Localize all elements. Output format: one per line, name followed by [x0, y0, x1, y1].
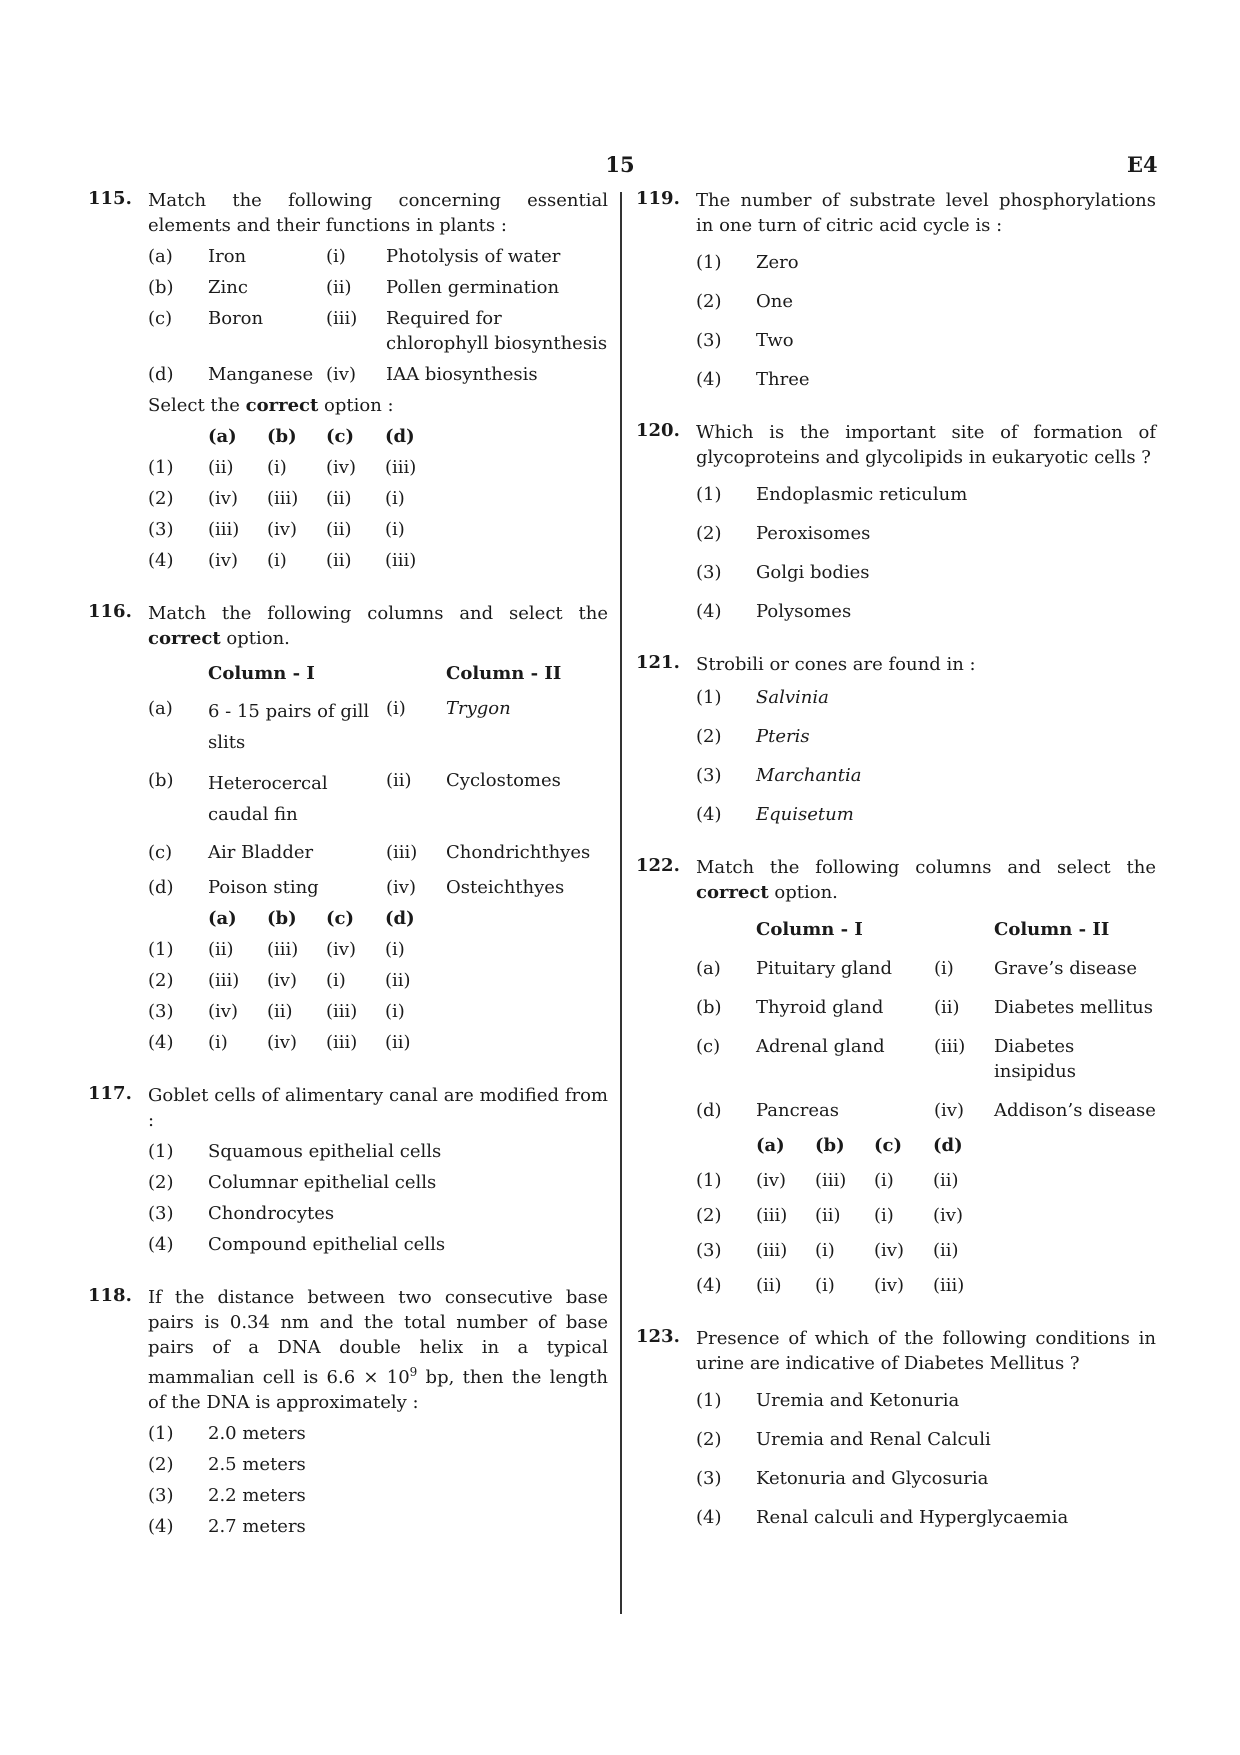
answer-cell: (iii) — [385, 457, 417, 478]
answer-cell: (iii) — [208, 970, 240, 991]
function-text: IAA biosynthesis — [386, 364, 538, 385]
option-3[interactable] — [148, 999, 608, 1024]
option-text: Two — [756, 330, 794, 351]
option-text: Uremia and Ketonuria — [756, 1390, 960, 1411]
option-2[interactable] — [148, 968, 608, 993]
option-4[interactable] — [148, 548, 608, 573]
option-1[interactable] — [696, 1168, 1156, 1193]
answer-cell: (iii) — [208, 519, 240, 540]
option-2[interactable] — [148, 486, 608, 511]
option-3[interactable] — [148, 1483, 608, 1508]
function-text: Pollen germination — [386, 277, 560, 298]
question-115 — [88, 188, 608, 573]
option-2[interactable] — [696, 1203, 1156, 1228]
answer-cell: (i) — [385, 488, 405, 509]
option-1[interactable] — [148, 1139, 608, 1164]
match-row — [148, 696, 608, 758]
option-text: Pteris — [756, 726, 810, 747]
column-1-header: Column - I — [756, 919, 863, 940]
answer-cell: (i) — [267, 550, 287, 571]
option-text: Equisetum — [756, 804, 854, 825]
option-number: (2) — [148, 488, 174, 509]
question-number: 115. — [88, 188, 132, 209]
column-2-number: (i) — [386, 698, 406, 719]
option-number: (4) — [148, 550, 174, 571]
column-2-number: (i) — [934, 958, 954, 979]
header-cell: (b) — [267, 426, 297, 447]
option-4[interactable] — [148, 1514, 608, 1539]
row-label: (c) — [148, 308, 173, 329]
function-number: (i) — [326, 246, 346, 267]
row-label: (d) — [148, 364, 174, 385]
element-name: Zinc — [208, 277, 248, 298]
answer-cell: (iii) — [756, 1240, 788, 1261]
option-number: (3) — [148, 1485, 174, 1506]
question-number: 117. — [88, 1083, 132, 1104]
column-2-item: Diabetes insipidus — [994, 1036, 1076, 1082]
option-4[interactable] — [696, 802, 1156, 827]
row-label: (a) — [148, 246, 173, 267]
answer-cell: (iii) — [815, 1170, 847, 1191]
answer-cell: (ii) — [267, 1001, 293, 1022]
function-number: (iv) — [326, 364, 356, 385]
question-text: Presence of which of the following conditions in urine are indicative of Diabetes Mellitus ? — [696, 1328, 1156, 1374]
question-number: 118. — [88, 1285, 132, 1306]
row-label: (c) — [148, 842, 173, 863]
option-number: (2) — [696, 291, 722, 312]
option-number: (3) — [148, 519, 174, 540]
column-2-number: (ii) — [386, 770, 412, 791]
answer-cell: (ii) — [208, 457, 234, 478]
column-1-item: Thyroid gland — [756, 997, 884, 1018]
answer-cell: (ii) — [933, 1170, 959, 1191]
column-2-number: (iv) — [934, 1100, 964, 1121]
answer-cell: (iii) — [267, 488, 299, 509]
answer-header — [696, 1133, 1156, 1158]
option-3[interactable] — [696, 328, 1156, 353]
option-1[interactable] — [696, 685, 1156, 710]
question-119 — [636, 188, 1156, 392]
answer-cell: (ii) — [326, 488, 352, 509]
option-number: (1) — [696, 687, 722, 708]
question-text: Which is the important site of formation of glycoproteins and glycolipids in eukaryotic cells ? — [696, 422, 1156, 468]
question-number: 120. — [636, 420, 680, 441]
option-3[interactable] — [696, 763, 1156, 788]
answer-cell: (iv) — [326, 457, 356, 478]
column-2-header: Column - II — [446, 663, 562, 684]
option-2[interactable] — [696, 1427, 1156, 1452]
row-label: (c) — [696, 1036, 721, 1057]
match-row — [148, 244, 608, 269]
answer-cell: (iv) — [267, 519, 297, 540]
option-text: Compound epithelial cells — [208, 1234, 446, 1255]
answer-cell: (iv) — [874, 1240, 904, 1261]
header-cell: (a) — [208, 426, 237, 447]
header-cell: (c) — [326, 426, 354, 447]
question-number: 123. — [636, 1326, 680, 1347]
option-text: Ketonuria and Glycosuria — [756, 1468, 989, 1489]
column-2-number: (iii) — [386, 842, 418, 863]
answer-cell: (ii) — [815, 1205, 841, 1226]
answer-cell: (i) — [874, 1170, 894, 1191]
match-row — [696, 1034, 1156, 1084]
option-1[interactable] — [148, 1421, 608, 1446]
option-number: (3) — [148, 1001, 174, 1022]
option-number: (2) — [696, 1205, 722, 1226]
option-number: (3) — [148, 1203, 174, 1224]
answer-cell: (i) — [385, 519, 405, 540]
answer-cell: (iv) — [208, 488, 238, 509]
row-label: (d) — [148, 877, 174, 898]
header-cell: (d) — [385, 426, 415, 447]
option-2[interactable] — [696, 289, 1156, 314]
option-text: 2.0 meters — [208, 1423, 306, 1444]
row-label: (b) — [696, 997, 722, 1018]
function-number: (iii) — [326, 308, 358, 329]
answer-cell: (iii) — [385, 550, 417, 571]
option-text: Renal calculi and Hyperglycaemia — [756, 1507, 1069, 1528]
answer-cell: (iv) — [267, 1032, 297, 1053]
question-118 — [88, 1285, 608, 1539]
column-headers — [696, 917, 1156, 942]
function-text: Required for chlorophyll biosynthesis — [386, 308, 608, 354]
question-116 — [88, 601, 608, 1055]
option-4[interactable] — [148, 1030, 608, 1055]
answer-cell: (iv) — [933, 1205, 963, 1226]
header-cell: (b) — [815, 1135, 845, 1156]
row-label: (b) — [148, 770, 174, 791]
row-label: (a) — [148, 698, 173, 719]
answer-cell: (iv) — [208, 550, 238, 571]
option-number: (2) — [696, 523, 722, 544]
option-number: (3) — [696, 765, 722, 786]
question-text: Match the following columns and select the correct option. — [148, 603, 608, 649]
option-text: 2.2 meters — [208, 1485, 306, 1506]
option-text: Peroxisomes — [756, 523, 871, 544]
column-1-item: Adrenal gland — [756, 1036, 885, 1057]
match-row — [696, 995, 1156, 1020]
column-1-header: Column - I — [208, 663, 315, 684]
option-number: (2) — [148, 1172, 174, 1193]
header-cell: (a) — [756, 1135, 785, 1156]
answer-cell: (iv) — [326, 939, 356, 960]
header-cell: (c) — [326, 908, 354, 929]
option-text: Endoplasmic reticulum — [756, 484, 968, 505]
option-text: 2.7 meters — [208, 1516, 306, 1537]
question-text: The number of substrate level phosphorylations in one turn of citric acid cycle is : — [696, 190, 1156, 236]
option-text: Salvinia — [756, 687, 829, 708]
answer-cell: (i) — [385, 939, 405, 960]
question-120 — [636, 420, 1156, 624]
answer-cell: (iii) — [326, 1001, 358, 1022]
option-number: (4) — [696, 1275, 722, 1296]
option-text: 2.5 meters — [208, 1454, 306, 1475]
question-117 — [88, 1083, 608, 1257]
question-number: 122. — [636, 855, 680, 876]
option-2[interactable] — [148, 1452, 608, 1477]
option-3[interactable] — [696, 560, 1156, 585]
row-label: (b) — [148, 277, 174, 298]
answer-cell: (iv) — [874, 1275, 904, 1296]
option-1[interactable] — [148, 455, 608, 480]
option-3[interactable] — [148, 517, 608, 542]
answer-cell: (iv) — [208, 1001, 238, 1022]
option-text: Golgi bodies — [756, 562, 870, 583]
option-3[interactable] — [696, 1238, 1156, 1263]
column-2-item: Chondrichthyes — [446, 842, 591, 863]
match-row — [696, 1098, 1156, 1123]
option-2[interactable] — [148, 1170, 608, 1195]
answer-cell: (iii) — [267, 939, 299, 960]
row-label: (d) — [696, 1100, 722, 1121]
question-text: Match the following columns and select the correct option. — [696, 857, 1156, 903]
option-1[interactable] — [696, 1388, 1156, 1413]
column-2-item: Addison’s disease — [994, 1100, 1156, 1121]
question-number: 116. — [88, 601, 132, 622]
column-1-item: Heterocercal caudal fin — [208, 773, 328, 825]
option-number: (1) — [148, 939, 174, 960]
left-column — [88, 188, 608, 1567]
option-number: (4) — [696, 1507, 722, 1528]
header-cell: (d) — [385, 908, 415, 929]
option-number: (2) — [696, 726, 722, 747]
option-1[interactable] — [148, 937, 608, 962]
answer-cell: (ii) — [756, 1275, 782, 1296]
option-3[interactable] — [696, 1466, 1156, 1491]
answer-cell: (ii) — [385, 970, 411, 991]
option-number: (2) — [148, 970, 174, 991]
match-row — [148, 840, 608, 865]
row-label: (a) — [696, 958, 721, 979]
option-number: (4) — [696, 804, 722, 825]
column-2-item: Cyclostomes — [446, 770, 561, 791]
column-1-item: Pituitary gland — [756, 958, 893, 979]
option-number: (1) — [148, 1423, 174, 1444]
option-number: (4) — [148, 1032, 174, 1053]
option-number: (1) — [148, 1141, 174, 1162]
option-number: (2) — [148, 1454, 174, 1475]
column-1-item: Air Bladder — [208, 842, 314, 863]
answer-cell: (ii) — [933, 1240, 959, 1261]
option-2[interactable] — [696, 521, 1156, 546]
column-2-number: (iv) — [386, 877, 416, 898]
match-row — [148, 362, 608, 387]
question-121 — [636, 652, 1156, 827]
answer-cell: (ii) — [385, 1032, 411, 1053]
match-row — [148, 275, 608, 300]
option-number: (4) — [696, 369, 722, 390]
function-text: Photolysis of water — [386, 246, 561, 267]
page-number: 15 — [605, 152, 635, 177]
option-number: (4) — [148, 1234, 174, 1255]
option-4[interactable] — [696, 1505, 1156, 1530]
question-text: If the distance between two consecutive base pairs is 0.34 nm and the total number of base pairs of a DNA double helix in a typical mammalian cell is $6.6 \times 10^9$ bp, then the length of the DNA is approximately : — [148, 1287, 608, 1413]
answer-cell: (i) — [874, 1205, 894, 1226]
column-divider — [620, 192, 622, 1614]
match-row — [148, 768, 608, 830]
option-text: Chondrocytes — [208, 1203, 335, 1224]
option-text: Zero — [756, 252, 799, 273]
match-row — [148, 875, 608, 900]
answer-cell: (iv) — [756, 1170, 786, 1191]
option-number: (4) — [148, 1516, 174, 1537]
question-text: Match the following concerning essential elements and their functions in plants : — [148, 190, 608, 236]
header-cell: (d) — [933, 1135, 963, 1156]
answer-cell: (ii) — [326, 519, 352, 540]
header-cell: (b) — [267, 908, 297, 929]
option-number: (2) — [696, 1429, 722, 1450]
answer-cell: (i) — [267, 457, 287, 478]
column-1-item: 6 - 15 pairs of gill slits — [208, 701, 370, 753]
column-2-item: Trygon — [446, 698, 511, 719]
select-instruction: Select the correct option : — [148, 395, 394, 416]
question-text: Strobili or cones are found in : — [696, 654, 976, 675]
answer-header — [148, 424, 608, 449]
match-row — [148, 306, 608, 356]
answer-cell: (i) — [815, 1240, 835, 1261]
option-4[interactable] — [696, 367, 1156, 392]
option-4[interactable] — [696, 1273, 1156, 1298]
column-2-item: Osteichthyes — [446, 877, 565, 898]
option-text: Squamous epithelial cells — [208, 1141, 442, 1162]
option-text: Uremia and Renal Calculi — [756, 1429, 991, 1450]
answer-cell: (iii) — [756, 1205, 788, 1226]
option-number: (1) — [696, 484, 722, 505]
answer-cell: (i) — [326, 970, 346, 991]
header-cell: (c) — [874, 1135, 902, 1156]
column-2-number: (ii) — [934, 997, 960, 1018]
column-1-item: Pancreas — [756, 1100, 839, 1121]
option-number: (3) — [696, 330, 722, 351]
option-4[interactable] — [696, 599, 1156, 624]
function-number: (ii) — [326, 277, 352, 298]
option-number: (3) — [696, 1468, 722, 1489]
option-1[interactable] — [696, 482, 1156, 507]
question-122 — [636, 855, 1156, 1298]
option-text: Columnar epithelial cells — [208, 1172, 437, 1193]
option-3[interactable] — [148, 1201, 608, 1226]
element-name: Boron — [208, 308, 264, 329]
option-text: Marchantia — [756, 765, 862, 786]
column-2-header: Column - II — [994, 919, 1110, 940]
option-number: (1) — [696, 1390, 722, 1411]
question-number: 119. — [636, 188, 680, 209]
option-text: One — [756, 291, 794, 312]
column-1-item: Poison sting — [208, 877, 319, 898]
answer-cell: (ii) — [208, 939, 234, 960]
option-number: (1) — [696, 1170, 722, 1191]
column-2-item: Grave’s disease — [994, 958, 1138, 979]
answer-cell: (iv) — [267, 970, 297, 991]
header-cell: (a) — [208, 908, 237, 929]
element-name: Manganese — [208, 364, 314, 385]
option-text: Polysomes — [756, 601, 852, 622]
option-number: (3) — [696, 562, 722, 583]
option-4[interactable] — [148, 1232, 608, 1257]
question-number: 121. — [636, 652, 680, 673]
option-number: (1) — [148, 457, 174, 478]
question-text: Goblet cells of alimentary canal are modified from : — [148, 1085, 608, 1131]
answer-cell: (i) — [208, 1032, 228, 1053]
column-2-item: Diabetes mellitus — [994, 997, 1153, 1018]
match-row — [696, 956, 1156, 981]
column-2-number: (iii) — [934, 1036, 966, 1057]
element-name: Iron — [208, 246, 247, 267]
answer-cell: (i) — [385, 1001, 405, 1022]
column-headers — [148, 661, 608, 686]
option-1[interactable] — [696, 250, 1156, 275]
answer-header — [148, 906, 608, 931]
option-text: Three — [756, 369, 810, 390]
answer-cell: (iii) — [326, 1032, 358, 1053]
right-column — [636, 188, 1156, 1558]
booklet-code: E4 — [1127, 152, 1158, 177]
option-number: (4) — [696, 601, 722, 622]
answer-cell: (ii) — [326, 550, 352, 571]
answer-cell: (iii) — [933, 1275, 965, 1296]
answer-cell: (i) — [815, 1275, 835, 1296]
question-123 — [636, 1326, 1156, 1530]
option-number: (3) — [696, 1240, 722, 1261]
option-2[interactable] — [696, 724, 1156, 749]
option-number: (1) — [696, 252, 722, 273]
